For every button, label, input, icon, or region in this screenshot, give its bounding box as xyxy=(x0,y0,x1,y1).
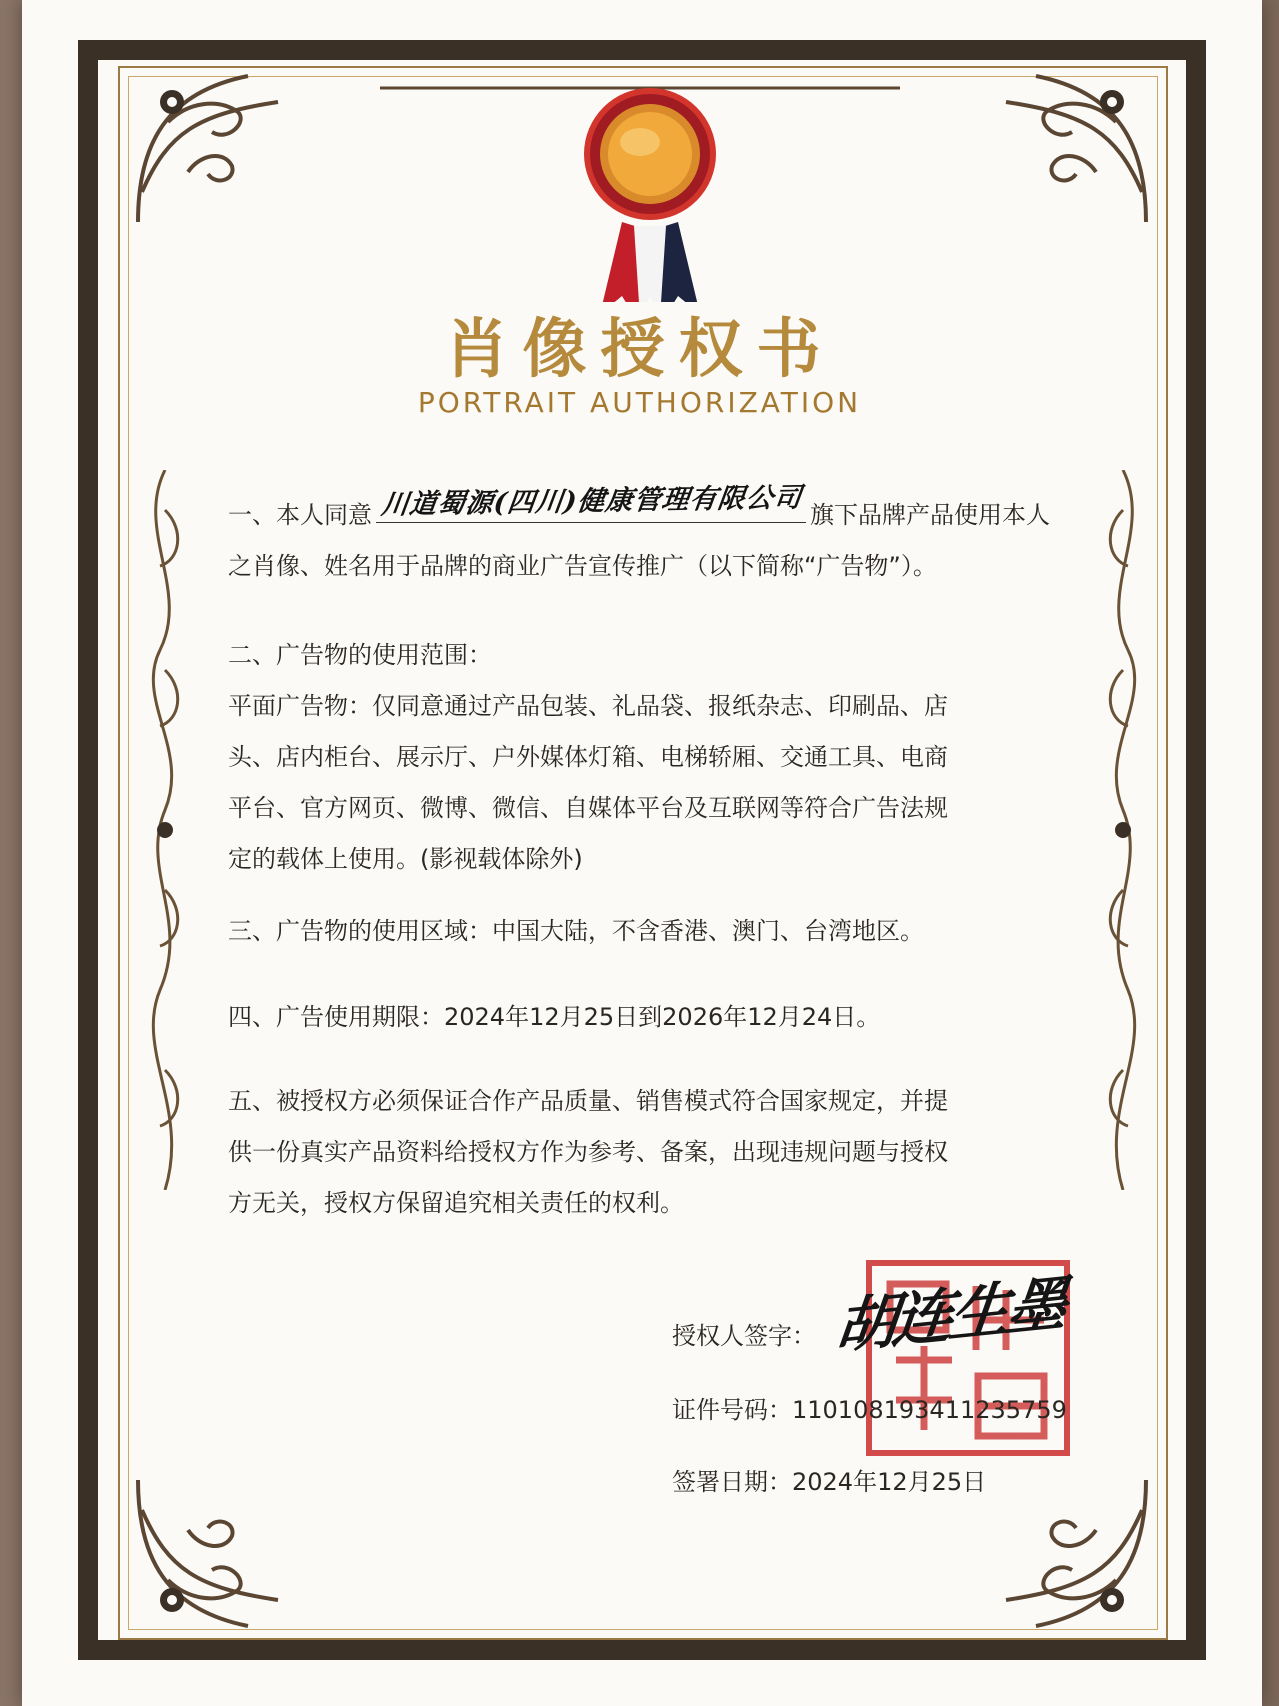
date-row xyxy=(672,1462,1092,1497)
clause-2 xyxy=(228,630,1078,885)
clause-3-text: 三、广告物的使用区域：中国大陆，不含香港、澳门、台湾地区。 xyxy=(228,917,924,945)
clause-1 xyxy=(228,482,1078,592)
company-fill-in-line xyxy=(376,482,806,523)
side-scroll-ornament-left xyxy=(130,470,200,1190)
corner-scroll-ornament-top-right xyxy=(986,62,1156,232)
date-value: 2024年12月25日 xyxy=(792,1468,987,1496)
medal-rosette-icon xyxy=(570,82,730,302)
side-scroll-ornament-right xyxy=(1088,470,1158,1190)
document-title: 肖像授权书 xyxy=(444,313,835,387)
id-value: 110108193411235759 xyxy=(792,1396,1067,1424)
date-label: 签署日期： xyxy=(672,1468,792,1496)
corner-scroll-ornament-top-left xyxy=(128,62,298,232)
clause-4-text: 四、广告使用期限：2024年12月25日到2026年12月24日。 xyxy=(228,1003,881,1031)
clause-2-line: 头、店内柜台、展示厅、户外媒体灯箱、电梯轿厢、交通工具、电商 xyxy=(228,743,948,771)
clause-1-line-1 xyxy=(228,482,1078,541)
clause-1-line-2: 之肖像、姓名用于品牌的商业广告宣传推广（以下简称“广告物”）。 xyxy=(228,552,937,580)
signer-label: 授权人签字： xyxy=(672,1322,816,1350)
corner-scroll-ornament-bottom-left xyxy=(128,1470,298,1640)
document-subtitle: PORTRAIT AUTHORIZATION xyxy=(417,386,862,419)
clause-5-line: 方无关，授权方保留追究相关责任的权利。 xyxy=(228,1189,684,1217)
clause-1-suffix: 旗下品牌产品使用本人 xyxy=(810,501,1050,529)
clause-1-prefix: 一、本人同意 xyxy=(228,501,372,529)
clause-3 xyxy=(228,906,1078,957)
clause-5 xyxy=(228,1076,1078,1229)
id-row xyxy=(672,1390,1092,1425)
handwritten-company-name: 川道蜀源(四川)健康管理有限公司 xyxy=(379,482,804,521)
clause-4 xyxy=(228,992,1078,1043)
clause-5-line: 供一份真实产品资料给授权方作为参考、备案，出现违规问题与授权 xyxy=(228,1138,948,1166)
clause-2-line: 定的载体上使用。(影视载体除外) xyxy=(228,845,583,873)
clause-2-line: 平面广告物：仅同意通过产品包装、礼品袋、报纸杂志、印刷品、店 xyxy=(228,692,948,720)
id-label: 证件号码： xyxy=(672,1396,792,1424)
clause-2-heading: 二、广告物的使用范围： xyxy=(228,641,492,669)
clause-2-line: 平台、官方网页、微博、微信、自媒体平台及互联网等符合广告法规 xyxy=(228,794,948,822)
handwritten-signature: 胡连生墨 xyxy=(831,1269,1068,1363)
clause-5-line: 五、被授权方必须保证合作产品质量、销售模式符合国家规定，并提 xyxy=(228,1087,948,1115)
